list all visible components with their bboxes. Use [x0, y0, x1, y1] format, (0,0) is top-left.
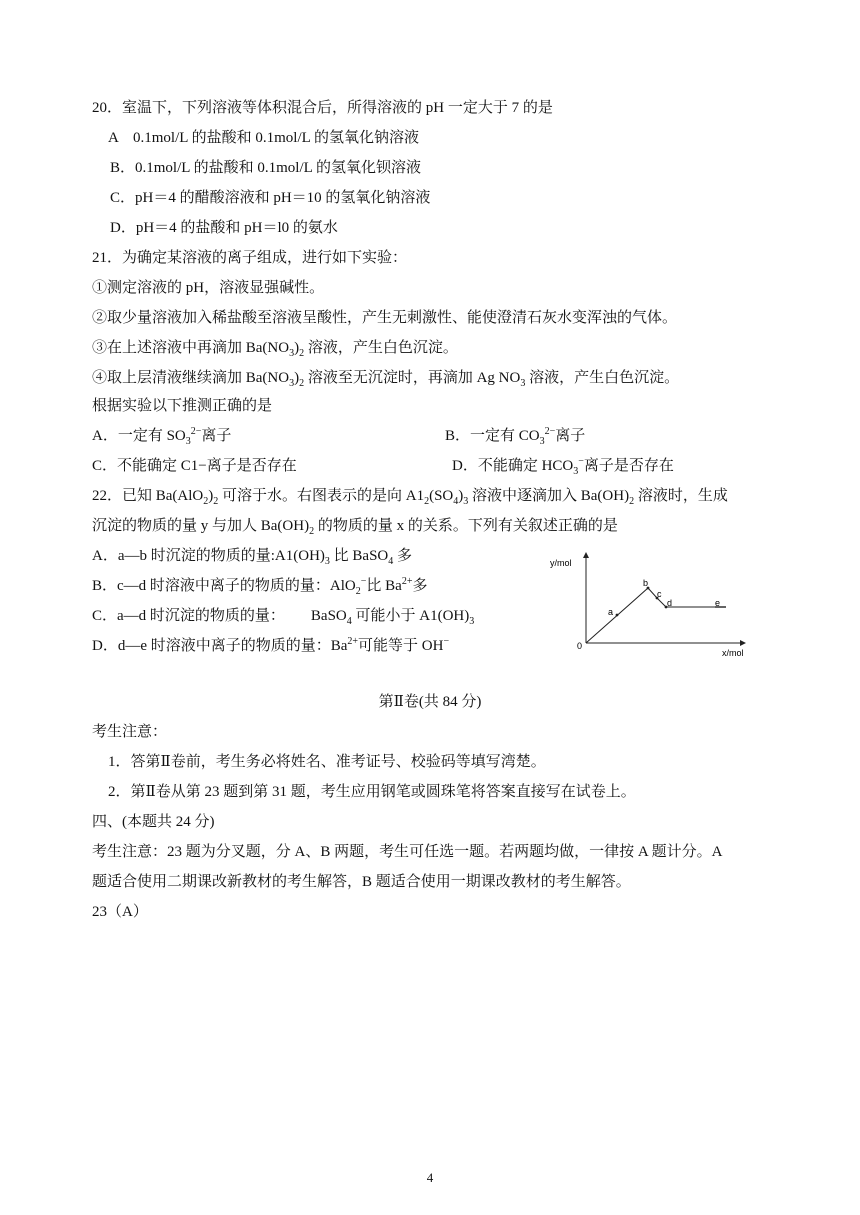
q21-option-b: B．一定有 $CO_3^{2-}$离子 — [445, 426, 586, 447]
q21-option-a: A．一定有 $SO_3^{2-}$离子 — [92, 426, 232, 447]
q20-option-b: B．0.1mol/L 的盐酸和 0.1mol/L 的氢氧化钡溶液 — [110, 160, 421, 176]
label-e: e — [715, 598, 721, 608]
page-number: 4 — [426, 1170, 434, 1185]
q20-option-d: D．pH＝4 的盐酸和 pH＝l0 的氨水 — [110, 220, 338, 236]
label-d: d — [667, 598, 673, 608]
q20-option-c: C．pH＝4 的醋酸溶液和 pH＝10 的氢氧化钠溶液 — [110, 190, 431, 206]
origin-label: 0 — [577, 641, 583, 651]
section4-note-2: 题适合使用二期课改新教材的考生解答，B 题适合使用一期课改教材的考生解答。 — [92, 874, 631, 890]
x-axis-label: x/mol — [722, 648, 744, 658]
part2-title: 第Ⅱ卷(共 84 分) — [378, 694, 482, 710]
label-b: b — [643, 578, 649, 588]
q20-stem: 20．室温下，下列溶液等体积混合后，所得溶液的 pH 一定大于 7 的是 — [92, 100, 553, 116]
q21-option-c: C．不能确定 C1−离子是否存在 — [92, 458, 297, 474]
q22-option-c: C．a—d 时沉淀的物质的量： BaSO$_4$ 可能小于 $A1(OH)_3$ — [92, 608, 475, 627]
section4-note-1: 考生注意：23 题为分叉题，分 A、B 两题，考生可任选一题。若两题均做，一律按 A 题计分。A — [92, 844, 723, 860]
q21-step-3: ③在上述溶液中再滴加 $Ba(NO_3)_2$ 溶液，产生白色沉淀。 — [92, 340, 458, 359]
q23-label: 23（A） — [92, 904, 148, 920]
q20-option-a: A 0.1mol/L 的盐酸和 0.1mol/L 的氢氧化钠溶液 — [108, 130, 419, 146]
q21-stem: 21．为确定某溶液的离子组成，进行如下实验： — [92, 250, 408, 266]
part2-note-2: 2．第Ⅱ卷从第 23 题到第 31 题，考生应用钢笔或圆珠笔将答案直接写在试卷上。 — [108, 784, 636, 800]
y-axis-label: y/mol — [550, 558, 572, 568]
q22-option-a: A．a—b 时沉淀的物质的量$:A1(OH)_3$ 比 BaSO$_4$ 多 — [92, 548, 413, 567]
q22-option-d: D．d—e 时溶液中离子的物质的量：$Ba^{2+}$可能等于 OH− — [92, 636, 450, 654]
point-a — [616, 614, 619, 617]
q22-stem-line-1: 22．已知 $Ba(AlO_2)_2$ 可溶于水。右图表示的是向 $A1_2(SO_4)_3$ 溶液中逐滴加入 $Ba(OH)_2$ 溶液时，生成 — [92, 488, 728, 507]
q21-conclusion: 根据实验以下推测正确的是 — [92, 398, 273, 414]
part2-notice: 考生注意： — [92, 724, 168, 740]
q22-option-b: B．c—d 时溶液中离子的物质的量：AlO$_2$−比 $Ba^{2+}$多 — [92, 576, 428, 597]
x-axis-arrow — [740, 640, 746, 646]
q21-option-d: D．不能确定 $HCO_3^-$离子是否存在 — [452, 456, 674, 477]
section4-title: 四、(本题共 24 分) — [92, 814, 215, 830]
y-axis-arrow — [583, 552, 589, 558]
q22-stem-line-2: 沉淀的物质的量 y 与加人 $Ba(OH)_2$ 的物质的量 x 的关系。下列有关叙述正确的是 — [92, 518, 618, 537]
precipitation-graph — [548, 548, 748, 658]
part2-note-1: 1．答第Ⅱ卷前，考生务必将姓名、准考证号、校验码等填写湾楚。 — [108, 754, 546, 770]
q21-step-1: ①测定溶液的 pH，溶液显强碱性。 — [92, 280, 325, 296]
q21-step-4: ④取上层清液继续滴加 $Ba(NO_3)_2$ 溶液至无沉淀时，再滴加 Ag $NO_3$ 溶液，产生白色沉淀。 — [92, 370, 680, 389]
label-c: c — [657, 589, 662, 599]
label-a: a — [608, 607, 614, 617]
q21-step-2: ②取少量溶液加入稀盐酸至溶液呈酸性，产生无刺激性、能使澄清石灰水变浑浊的气体。 — [92, 310, 678, 326]
curve — [586, 588, 726, 643]
